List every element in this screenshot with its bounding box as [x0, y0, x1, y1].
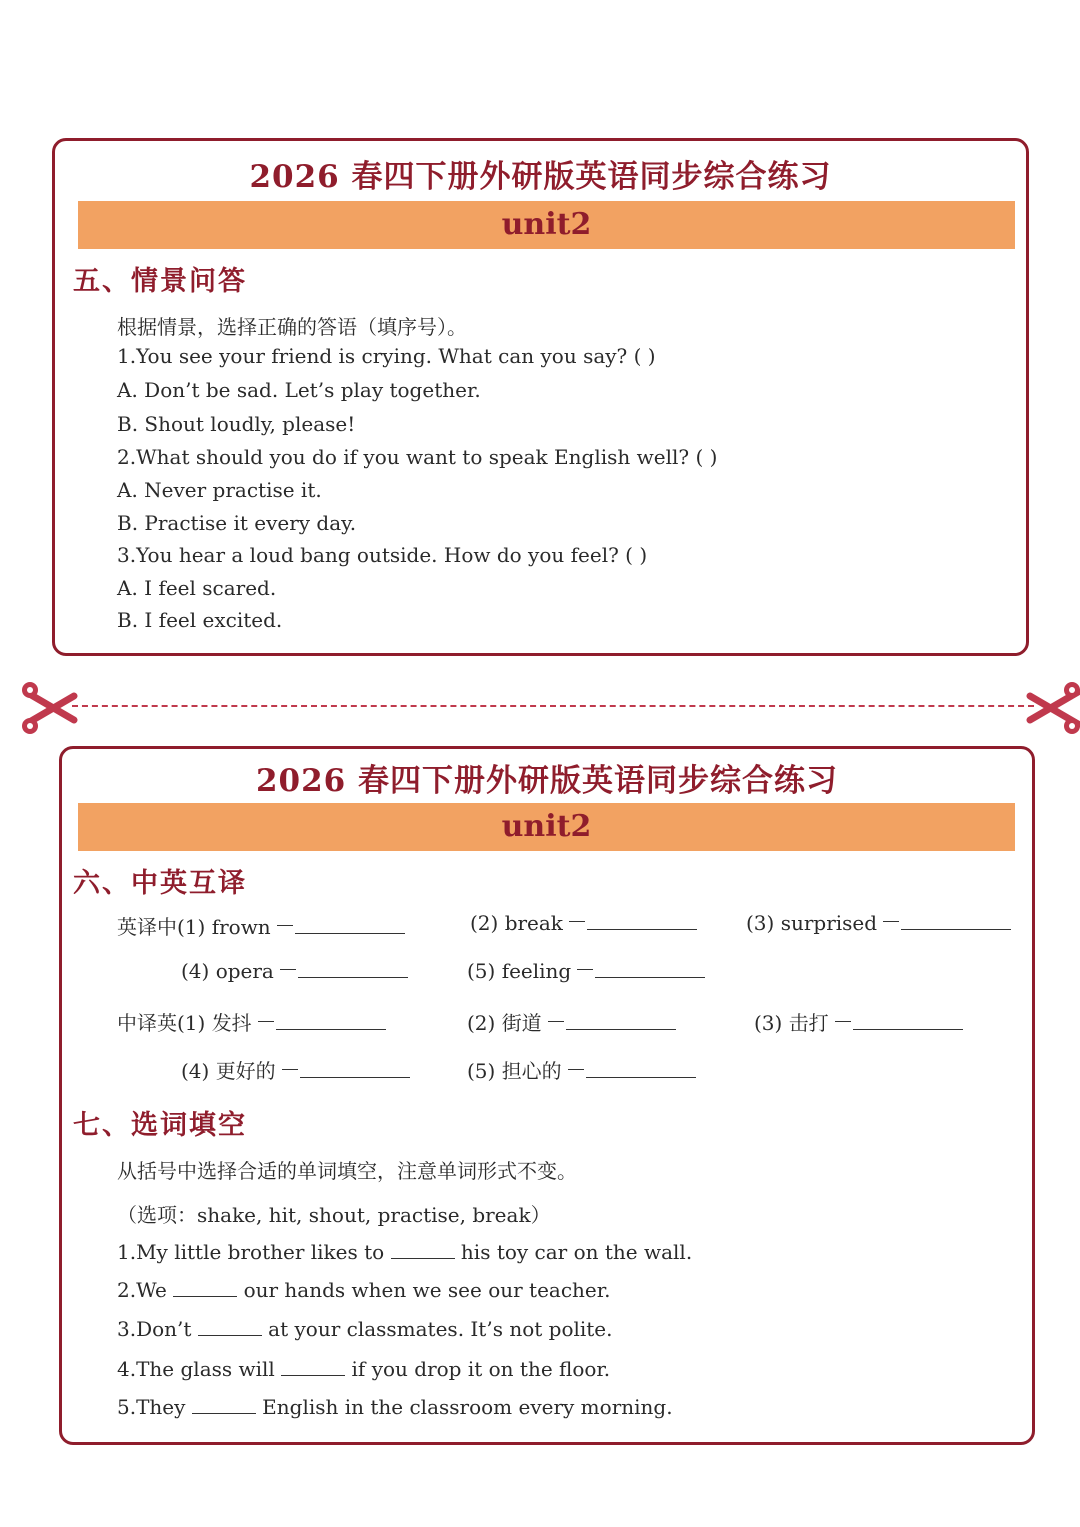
fill-item: 4.The glass will if you drop it on the floor. — [117, 1357, 611, 1381]
answer-blank[interactable] — [298, 961, 408, 978]
answer-blank[interactable] — [300, 1061, 410, 1078]
fill-item: 3.Don’t at your classmates. It’s not polite. — [117, 1317, 613, 1341]
answer-blank[interactable] — [173, 1280, 237, 1297]
part6-heading: 六、中英互译 — [73, 868, 247, 899]
part5-line: 1.You see your friend is crying. What can you say? ( ) — [117, 344, 656, 368]
fill-item: 1.My little brother likes to his toy car on the wall. — [117, 1240, 693, 1264]
answer-blank[interactable] — [853, 1013, 963, 1030]
cn-en-label: 中译英 — [117, 1011, 177, 1035]
translation-item: (2) 街道 — [467, 1007, 676, 1036]
answer-blank[interactable] — [192, 1397, 256, 1414]
worksheet-card-2 — [59, 746, 1035, 1445]
translation-item: (2) break — [470, 911, 697, 935]
answer-blank[interactable] — [595, 961, 705, 978]
translation-item: (5) feeling — [467, 959, 705, 983]
worksheet-title: 2026 春四下册外研版英语同步综合练习 — [255, 763, 839, 799]
part5-line: A. Never practise it. — [117, 478, 322, 502]
answer-blank[interactable] — [587, 913, 697, 930]
answer-blank[interactable] — [281, 1359, 345, 1376]
fill-item: 5.They English in the classroom every morning. — [117, 1395, 673, 1419]
answer-blank[interactable] — [198, 1319, 262, 1336]
cut-line — [72, 705, 1034, 707]
part7-heading: 七、选词填空 — [73, 1110, 247, 1141]
part5-line: B. Practise it every day. — [117, 511, 357, 535]
answer-blank[interactable] — [295, 917, 405, 934]
part5-line: B. I feel excited. — [117, 608, 283, 632]
part5-line: A. I feel scared. — [117, 576, 277, 600]
answer-blank[interactable] — [566, 1013, 676, 1030]
translation-item: (3) 击打 — [754, 1007, 963, 1036]
part5-line: 3.You hear a loud bang outside. How do you feel? ( ) — [117, 543, 648, 567]
part5-line: A. Don’t be sad. Let’s play together. — [117, 378, 481, 402]
part5-line: 2.What should you do if you want to speak English well? ( ) — [117, 445, 718, 469]
part7-instruction: 从括号中选择合适的单词填空，注意单词形式不变。 — [117, 1159, 577, 1183]
worksheet-title: 2026 春四下册外研版英语同步综合练习 — [249, 159, 832, 195]
translation-item: (5) 担心的 — [467, 1055, 696, 1084]
scissors-icon — [22, 680, 78, 736]
translation-item: (3) surprised — [746, 911, 1011, 935]
unit-band: unit2 — [78, 803, 1015, 851]
answer-blank[interactable] — [586, 1061, 696, 1078]
part5-instruction: 根据情景，选择正确的答语（填序号）。 — [117, 315, 467, 339]
answer-blank[interactable] — [901, 913, 1011, 930]
scissors-icon — [1026, 680, 1080, 736]
translation-item: (4) 更好的 — [181, 1055, 410, 1084]
part5-line: B. Shout loudly, please! — [117, 412, 356, 436]
translation-item: 中译英(1) 发抖 — [117, 1007, 386, 1036]
unit-band: unit2 — [78, 201, 1015, 249]
part5-heading: 五、情景问答 — [73, 266, 247, 297]
part7-options: （选项：shake, hit, shout, practise, break） — [117, 1203, 551, 1227]
en-cn-label: 英译中 — [117, 915, 177, 939]
answer-blank[interactable] — [391, 1242, 455, 1259]
translation-item: 英译中(1) frown — [117, 911, 405, 940]
worksheet-card-1 — [52, 138, 1029, 656]
fill-item: 2.We our hands when we see our teacher. — [117, 1278, 611, 1302]
answer-blank[interactable] — [276, 1013, 386, 1030]
translation-item: (4) opera — [181, 959, 408, 983]
